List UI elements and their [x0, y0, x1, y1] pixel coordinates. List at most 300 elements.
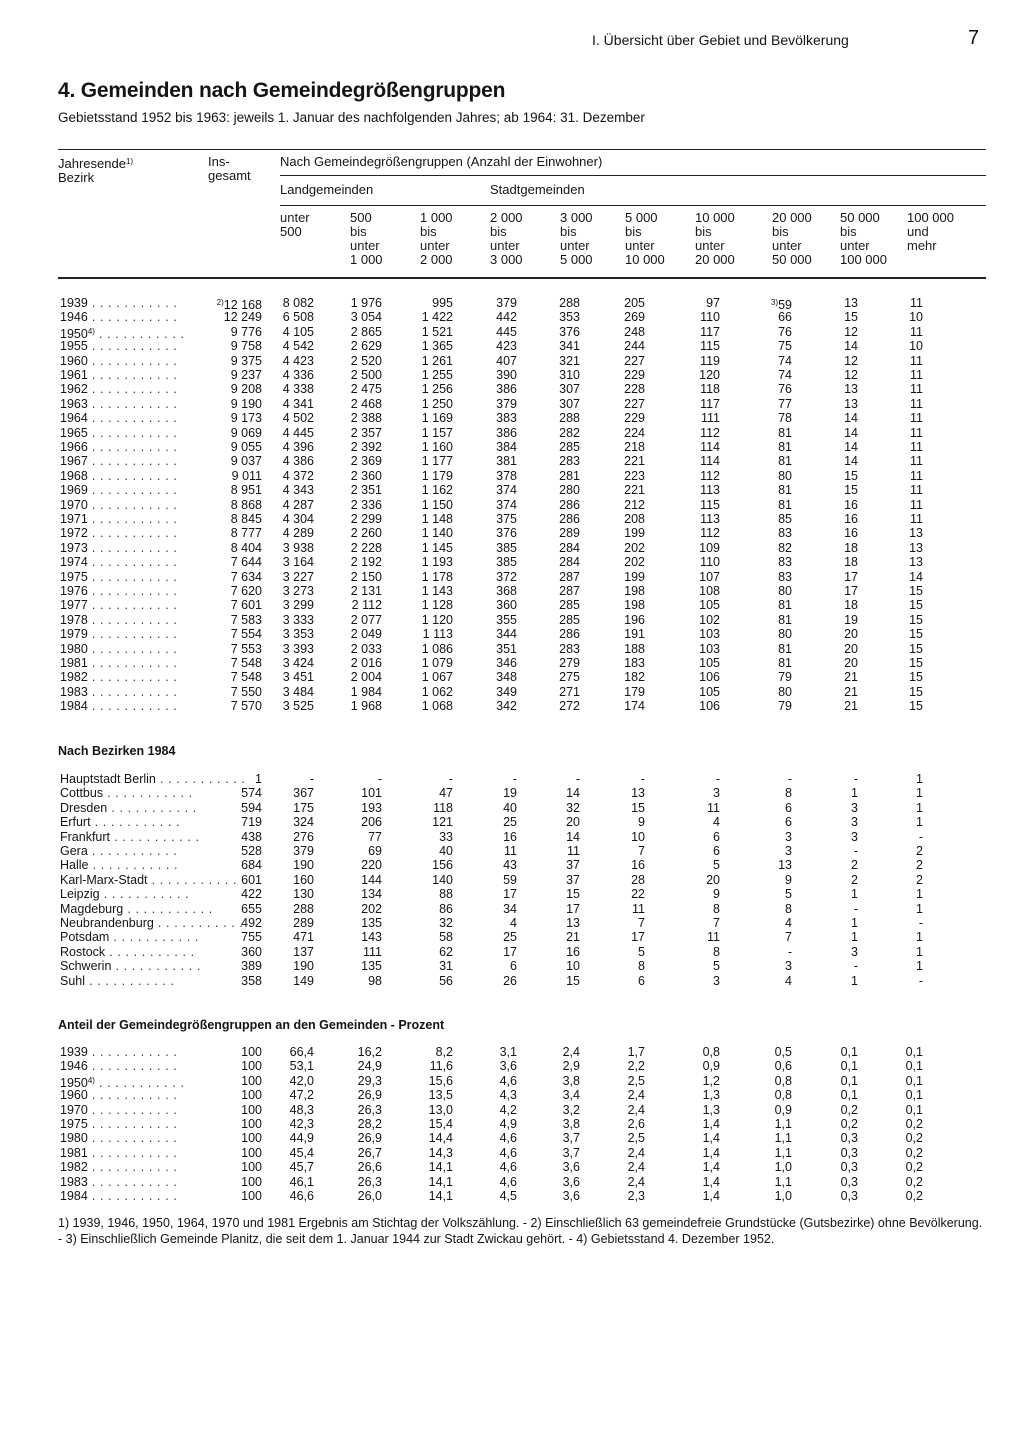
cell-value-col — [447, 584, 517, 598]
cell-value: 13 — [909, 526, 923, 541]
cell-value: 2,5 — [627, 1073, 645, 1088]
cell-value-col — [244, 454, 314, 468]
row-label — [60, 526, 177, 540]
cell-value-col — [510, 699, 580, 713]
cell-value: 2,2 — [627, 1059, 645, 1074]
row-label-text: 1950 — [60, 1075, 88, 1090]
leader-dots: . . . . . . . . . . . — [87, 440, 178, 454]
row-label-text: 1970 — [60, 497, 88, 512]
cell-value: 47 — [439, 786, 453, 801]
cell-value: 601 — [241, 872, 262, 887]
cell-value-col — [244, 699, 314, 713]
rule-subgroup — [280, 205, 986, 206]
leader-dots: . . . . . . . . . . . — [87, 1189, 178, 1203]
cell-value-col — [312, 541, 382, 555]
cell-value-col — [312, 786, 382, 800]
cell-value: 117 — [700, 396, 720, 411]
cell-value: 188 — [624, 641, 645, 656]
cell-value: 7 — [638, 844, 645, 858]
cell-value-col — [722, 873, 792, 887]
cell-value-col — [383, 1088, 453, 1102]
leader-dots: . . . . . . . . . . . — [94, 326, 185, 341]
cell-value-col — [650, 397, 720, 411]
cell-value: 4 341 — [282, 396, 314, 411]
cell-value-col — [650, 1059, 720, 1073]
row-label-text: Magdeburg — [60, 901, 124, 916]
size-class-line: und — [907, 224, 929, 239]
cell-value-col — [788, 945, 858, 959]
cell-value: 9 758 — [230, 339, 262, 354]
cell-value: 4 542 — [282, 339, 314, 354]
cell-value: 112 — [700, 425, 720, 440]
cell-value: 2,4 — [627, 1102, 645, 1117]
cell-value-col — [244, 801, 314, 815]
cell-value: 79 — [778, 699, 792, 714]
cell-value-col — [788, 844, 858, 858]
row-label-text: Leipzig — [60, 887, 100, 902]
row-label-text: 1946 — [60, 310, 88, 325]
cell-value: 351 — [496, 641, 517, 656]
cell-value: 2 520 — [350, 353, 382, 368]
cell-value: 183 — [624, 656, 645, 670]
cell-value: - — [853, 901, 858, 916]
cell-value: 0,1 — [905, 1102, 923, 1117]
cell-value-col — [383, 974, 453, 988]
cell-value: 5 — [713, 858, 720, 873]
cell-value-col — [575, 512, 645, 526]
cell-value-col — [312, 555, 382, 569]
cell-value: 20 — [706, 872, 720, 887]
cell-value-col — [575, 411, 645, 425]
cell-value-col — [650, 368, 720, 382]
cell-value-col — [788, 1074, 858, 1088]
cell-value-col — [244, 310, 314, 324]
cell-value: 1 — [851, 973, 858, 988]
cell-value-col — [575, 916, 645, 930]
cell-value-col — [788, 772, 858, 786]
cell-value-col — [383, 526, 453, 540]
cell-value-col — [312, 368, 382, 382]
cell-value-col — [510, 1117, 580, 1131]
cell-value: 11 — [910, 411, 923, 426]
cell-value-col — [244, 858, 314, 872]
row-label-text: Rostock — [60, 944, 106, 959]
cell-value: 285 — [559, 598, 580, 613]
cell-value-col — [722, 830, 792, 844]
cell-value: 5 — [785, 887, 792, 902]
cell-value: 69 — [368, 844, 382, 858]
cell-value: 199 — [624, 569, 645, 584]
size-class-header — [280, 211, 310, 267]
cell-value-col — [447, 526, 517, 540]
cell-value: 3 054 — [350, 310, 382, 325]
row-label — [60, 1160, 177, 1174]
cell-value-col — [312, 1175, 382, 1189]
cell-value-col — [722, 426, 792, 440]
cell-value: 16,2 — [357, 1045, 382, 1059]
cell-value: 1 120 — [421, 612, 453, 627]
cell-value: 2,4 — [562, 1045, 580, 1059]
size-class-line: 3 000 — [560, 210, 593, 225]
cell-value: 14 — [909, 569, 923, 584]
cell-value: 29,3 — [357, 1073, 382, 1088]
cell-value: 2,4 — [627, 1088, 645, 1103]
cell-value-col — [383, 325, 453, 339]
row-label — [60, 930, 199, 944]
row-label-text: 1975 — [60, 1117, 88, 1131]
cell-value: 0,5 — [774, 1045, 792, 1059]
cell-value: 115 — [700, 497, 720, 512]
cell-value: 1 — [851, 916, 858, 930]
cell-value: 360 — [241, 944, 262, 959]
cell-value: 8 — [638, 959, 645, 974]
cell-value: 7 550 — [230, 684, 262, 699]
size-class-line: 3 000 — [490, 252, 523, 267]
rule-top — [58, 149, 986, 150]
leader-dots: . . . . . . . . . . . — [107, 800, 197, 815]
cell-value: 4,5 — [499, 1189, 517, 1203]
cell-value: 227 — [624, 353, 645, 368]
cell-value-col — [244, 930, 314, 944]
cell-value-col — [788, 1131, 858, 1145]
cell-value: 202 — [624, 555, 645, 570]
cell-value: 4 287 — [282, 497, 314, 512]
cell-value: - — [512, 772, 517, 786]
cell-value-col — [244, 1074, 314, 1088]
cell-value-col — [650, 786, 720, 800]
cell-value-col — [650, 1103, 720, 1117]
cell-value-col — [510, 339, 580, 353]
cell-value: 3 299 — [282, 598, 314, 613]
cell-value-col — [383, 454, 453, 468]
cell-value-col — [788, 483, 858, 497]
cell-value-col — [575, 1045, 645, 1059]
cell-value: 4,6 — [499, 1131, 517, 1146]
cell-value-col — [650, 1088, 720, 1102]
cell-value: 1 365 — [421, 339, 453, 354]
cell-value: 229 — [624, 411, 645, 426]
cell-value: 378 — [496, 468, 517, 483]
cell-value-col — [447, 930, 517, 944]
cell-value: 289 — [559, 526, 580, 541]
cell-value-col — [447, 916, 517, 930]
cell-value-col — [510, 426, 580, 440]
cell-value-col — [447, 541, 517, 555]
cell-value: 2 360 — [350, 468, 382, 483]
cell-value: 7 644 — [230, 555, 262, 570]
cell-value-col — [788, 555, 858, 569]
size-class-line: bis — [772, 224, 789, 239]
cell-value: 113 — [700, 512, 720, 526]
cell-value: 344 — [496, 627, 517, 642]
cell-value-col — [575, 786, 645, 800]
row-label — [60, 945, 195, 959]
cell-value: 7 — [638, 916, 645, 930]
cell-value-col — [722, 613, 792, 627]
cell-value-col — [722, 598, 792, 612]
cell-value: 0,9 — [702, 1059, 720, 1074]
cell-value: 3 — [785, 844, 792, 858]
cell-value: 220 — [361, 858, 382, 873]
cell-value-col — [575, 296, 645, 310]
cell-value-col — [722, 397, 792, 411]
cell-value-col — [722, 642, 792, 656]
cell-value: 81 — [778, 497, 792, 512]
cell-value-col — [510, 1175, 580, 1189]
cell-value-col — [312, 685, 382, 699]
cell-value: 385 — [496, 540, 517, 555]
cell-value-col — [244, 1059, 314, 1073]
cell-value: 24,9 — [357, 1059, 382, 1074]
cell-value-col — [312, 945, 382, 959]
cell-value: 3 227 — [282, 569, 314, 584]
size-class-header — [907, 211, 954, 267]
cell-value: 1,7 — [627, 1045, 645, 1059]
cell-value: 1 160 — [421, 440, 453, 454]
leader-dots: . . . . . . . . . . . — [87, 1174, 178, 1189]
cell-value-col — [510, 598, 580, 612]
leader-dots: . . . . . . . . . . . — [87, 1102, 178, 1117]
cell-value-col — [650, 959, 720, 973]
cell-value: 115 — [700, 339, 720, 354]
cell-value: 1 169 — [421, 411, 453, 426]
cell-value: 13 — [909, 555, 923, 570]
cell-value-col — [510, 613, 580, 627]
cell-value: 1 — [255, 772, 262, 786]
cell-value: 1,4 — [702, 1189, 720, 1203]
cell-value: 0,1 — [840, 1045, 858, 1059]
cell-value: 15 — [909, 641, 923, 656]
cell-value-col — [650, 1117, 720, 1131]
cell-value-col — [575, 570, 645, 584]
cell-value: 144 — [361, 872, 382, 887]
cell-value: 307 — [559, 396, 580, 411]
cell-value-col — [510, 1059, 580, 1073]
cell-value-col — [383, 440, 453, 454]
cell-value-col — [788, 902, 858, 916]
cell-value: 1 128 — [421, 598, 453, 613]
cell-value-col — [312, 844, 382, 858]
cell-value-col — [510, 642, 580, 656]
cell-value-col — [650, 844, 720, 858]
cell-value-col — [788, 930, 858, 944]
cell-value-col — [575, 830, 645, 844]
cell-value: 7 620 — [230, 584, 262, 598]
leader-dots: . . . . . . . . . . . — [87, 540, 178, 555]
cell-value-col — [510, 1146, 580, 1160]
cell-value-col — [575, 1175, 645, 1189]
cell-value: 15 — [844, 310, 858, 325]
cell-value: 2 260 — [350, 526, 382, 541]
cell-value: 4 423 — [282, 353, 314, 368]
row-label-text: 1982 — [60, 1160, 88, 1175]
cell-value-col — [447, 368, 517, 382]
cell-value-col — [650, 699, 720, 713]
row-label-text: 1961 — [60, 368, 88, 382]
cell-value: 15 — [566, 973, 580, 988]
cell-value-col — [575, 699, 645, 713]
cell-value-col — [312, 584, 382, 598]
cell-value: 8 082 — [282, 296, 314, 310]
cell-value: - — [787, 944, 792, 959]
footnotes: 1) 1939, 1946, 1950, 1964, 1970 und 1981 Ergebnis am Stichtag der Volkszählung. - 2) Einschließlich 63 gemeindefreie Grundstücke (Gutsbezirke) ohne Bevölkerung. - 3) Einschließlich Gemeinde Planitz, die seit dem 1. Januar 1944 zur Stadt Zwickau gehört. - 4) Gebietsstand 4. Dezember 1952. — [58, 1216, 983, 1246]
cell-value-col — [447, 1160, 517, 1174]
cell-value-col — [788, 801, 858, 815]
cell-value-col — [383, 772, 453, 786]
cell-value: 107 — [699, 569, 720, 584]
percent-section-title: Anteil der Gemeindegrößengruppen an den Gemeinden - Prozent — [58, 1018, 445, 1032]
cell-value-col — [312, 440, 382, 454]
cell-value-col — [788, 916, 858, 930]
rule-group — [280, 175, 986, 176]
cell-value-col — [650, 310, 720, 324]
cell-value: 56 — [439, 973, 453, 988]
cell-value-col — [722, 382, 792, 396]
cell-value: 1 250 — [421, 396, 453, 411]
cell-value: 82 — [778, 540, 792, 555]
cell-value-col — [575, 354, 645, 368]
cell-value-col — [650, 570, 720, 584]
cell-value: 88 — [439, 887, 453, 902]
cell-value: 1 256 — [421, 382, 453, 397]
cell-value-col — [788, 411, 858, 425]
row-label-text: Neubrandenburg — [60, 916, 154, 930]
cell-value: 423 — [496, 339, 517, 354]
cell-value: 42,3 — [289, 1117, 314, 1131]
cell-value-col — [383, 382, 453, 396]
cell-value: 1 179 — [421, 468, 453, 483]
cell-value: 77 — [368, 829, 382, 844]
cell-value-col — [383, 541, 453, 555]
cell-value-col — [575, 1117, 645, 1131]
cell-value: 280 — [559, 483, 580, 498]
cell-value: 208 — [624, 512, 645, 526]
cell-value-col — [510, 498, 580, 512]
cell-value: 11 — [910, 324, 923, 339]
size-class-header — [695, 211, 735, 267]
cell-value-col — [650, 1160, 720, 1174]
cell-value: 4 — [510, 916, 517, 930]
row-label-text: 1939 — [60, 1045, 88, 1059]
cell-value-col — [853, 1103, 923, 1117]
cell-value: 1,4 — [702, 1117, 720, 1131]
row-footnote-ref: 4) — [87, 1075, 95, 1085]
total-header-line1: Ins- — [208, 154, 230, 169]
cell-value: 202 — [624, 540, 645, 555]
cell-value: 1 — [916, 901, 923, 916]
cell-value: 223 — [624, 468, 645, 483]
cell-value: 0,3 — [840, 1189, 858, 1203]
cell-value: 2 865 — [350, 324, 382, 339]
cell-value-col — [244, 397, 314, 411]
cell-value-col — [853, 858, 923, 872]
row-label — [60, 310, 177, 324]
cell-value: 47,2 — [289, 1088, 314, 1103]
cell-value: 2,5 — [627, 1131, 645, 1146]
cell-value: 218 — [624, 440, 645, 454]
cell-value-col — [383, 1117, 453, 1131]
cell-value-col — [650, 830, 720, 844]
cell-value: 2 369 — [350, 454, 382, 469]
cell-value-col — [510, 902, 580, 916]
cell-value-col — [853, 354, 923, 368]
cell-value: 342 — [496, 699, 517, 714]
cell-value: 321 — [559, 353, 580, 368]
cell-value: 3 — [851, 829, 858, 844]
leader-dots: . . . . . . . . . . . — [99, 887, 190, 902]
cell-value-col — [722, 685, 792, 699]
cell-value-col — [312, 1074, 382, 1088]
size-class-line: 50 000 — [772, 252, 812, 267]
cell-value-col — [722, 1175, 792, 1189]
cell-value: 1 968 — [350, 699, 382, 714]
cell-value: 2,4 — [627, 1145, 645, 1160]
cell-value-col — [244, 613, 314, 627]
leader-dots: . . . . . . . . . . . — [87, 396, 178, 411]
cell-value: - — [918, 916, 923, 930]
cell-value: 83 — [778, 555, 792, 570]
cell-value-col — [244, 974, 314, 988]
cell-value-col — [853, 902, 923, 916]
cell-value-col — [853, 656, 923, 670]
cell-value-col — [853, 642, 923, 656]
cell-value-col — [510, 974, 580, 988]
cell-value: 283 — [559, 641, 580, 656]
cell-value: 15 — [909, 627, 923, 642]
cell-value: 385 — [496, 555, 517, 570]
cell-value: 105 — [699, 684, 720, 699]
cell-value: 17 — [844, 569, 858, 584]
cell-value-col — [447, 830, 517, 844]
cell-value: - — [853, 959, 858, 974]
leader-dots: . . . . . . . . . . . — [87, 1145, 178, 1160]
cell-value: 0,1 — [905, 1088, 923, 1103]
cell-value-col — [853, 325, 923, 339]
cell-value: 1 178 — [421, 569, 453, 584]
leader-dots: . . . . . . . . . . . — [87, 555, 178, 570]
cell-value-col — [853, 426, 923, 440]
cell-value-col — [650, 296, 720, 310]
cell-value: 282 — [559, 425, 580, 440]
row-label-text: Dresden — [60, 800, 108, 815]
cell-value-col — [312, 916, 382, 930]
cell-value-col — [575, 483, 645, 497]
cell-value-col — [244, 902, 314, 916]
cell-value: 182 — [624, 670, 645, 685]
cell-value: 3 164 — [282, 555, 314, 570]
cell-value: 13 — [778, 858, 792, 873]
cell-value: 48,3 — [289, 1102, 314, 1117]
cell-value: 6 — [785, 815, 792, 830]
cell-value: 13 — [844, 396, 858, 411]
cell-value-col — [312, 1045, 382, 1059]
cell-value: 198 — [624, 584, 645, 598]
cell-value: 13 — [631, 786, 645, 801]
cell-value-col — [650, 411, 720, 425]
cell-value: 3 484 — [282, 684, 314, 699]
cell-value: 1 — [916, 786, 923, 801]
row-label — [60, 1088, 177, 1102]
cell-value: 1 067 — [421, 670, 453, 685]
cell-value-col — [575, 613, 645, 627]
cell-value: 0,1 — [905, 1045, 923, 1059]
cell-value: 275 — [559, 670, 580, 685]
cell-value: 422 — [241, 887, 262, 902]
cell-value: 0,1 — [840, 1059, 858, 1074]
cell-value-col — [244, 1175, 314, 1189]
cell-value-col — [447, 642, 517, 656]
cell-value: 81 — [778, 612, 792, 627]
